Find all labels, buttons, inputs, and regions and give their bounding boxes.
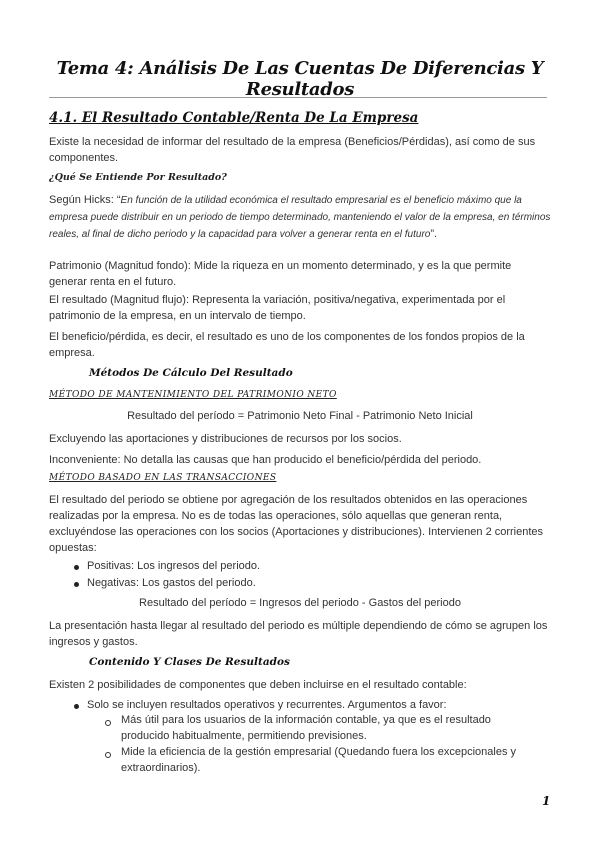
- bullet-dot: [74, 582, 79, 587]
- corriente-negativa: Negativas: Los gastos del periodo.: [87, 577, 256, 589]
- metodo-patrimonio-heading: MÉTODO DE MANTENIMIENTO DEL PATRIMONIO NETO: [49, 390, 337, 400]
- formula-patrimonio: Resultado del período = Patrimonio Neto Final - Patrimonio Neto Inicial: [127, 410, 473, 422]
- hicks-quote: En función de la utilidad económica el resultado empresarial es el beneficio máximo que la empresa puede distribuir en un periodo de tiempo determinado, manteniendo el valor de la empresa, en términos reales, al final de dicho periodo y la capacidad para volver a generar renta en el futuro: [49, 195, 551, 240]
- bullet-dot: [74, 565, 79, 570]
- existen-paragraph: Existen 2 posibilidades de componentes que deben incluirse en el resultado contable:: [49, 679, 467, 691]
- argumento-item: Mide la eficiencia de la gestión empresarial (Quedando fuera los excepcionales y extraordinarios).: [121, 746, 517, 774]
- presentacion-paragraph: La presentación hasta llegar al resultado del periodo es múltiple dependiendo de cómo se agrupen los ingresos y gastos.: [49, 620, 548, 648]
- bullet-dot: [74, 704, 79, 709]
- intro-paragraph: Existe la necesidad de informar del resultado de la empresa (Beneficios/Pérdidas), así como de sus componentes.: [49, 136, 536, 164]
- solo-item: Solo se incluyen resultados operativos y recurrentes. Argumentos a favor:: [87, 699, 447, 711]
- formula-transacciones: Resultado del período = Ingresos del periodo - Gastos del periodo: [139, 597, 461, 609]
- metodos-heading: Métodos De Cálculo Del Resultado: [89, 367, 293, 379]
- resultado-paragraph: El resultado (Magnitud flujo): Representa la variación, positiva/negativa, experimentada por el patrimonio de la empresa, en un intervalo de tiempo.: [49, 294, 506, 322]
- question-heading: ¿Qué Se Entiende Por Resultado?: [49, 172, 227, 183]
- hicks-paragraph: [49, 192, 551, 243]
- page-title: Tema 4: Análisis De Las Cuentas De Diferencias Y Resultados: [56, 58, 544, 100]
- title-divider: [49, 97, 547, 98]
- sub-bullet-circle: [105, 720, 111, 726]
- corriente-positiva: Positivas: Los ingresos del periodo.: [87, 560, 261, 572]
- hicks-suffix: ”.: [430, 228, 438, 240]
- metodo-transacciones-heading: MÉTODO BASADO EN LAS TRANSACCIONES: [49, 473, 277, 483]
- sub-bullet-circle: [105, 752, 111, 758]
- hicks-prefix: Según Hicks: “: [49, 194, 121, 206]
- section-heading: 4.1. El Resultado Contable/Renta De La Empresa: [49, 110, 419, 126]
- patrimonio-paragraph: Patrimonio (Magnitud fondo): Mide la riqueza en un momento determinado, y es la que permite generar renta en el futuro.: [49, 260, 512, 288]
- contenido-heading: Contenido Y Clases De Resultados: [89, 656, 290, 668]
- transacciones-paragraph: El resultado del periodo se obtiene por agregación de los resultados obtenidos en las operaciones realizadas por la empresa. No es de todas las operaciones, sólo aquellas que generan renta, excluyéndose las operaciones con los socios (Aportaciones y distribuciones). Intervienen 2 corrientes opuestas:: [49, 494, 544, 554]
- excluyendo-paragraph: Excluyendo las aportaciones y distribuciones de recursos por los socios.: [49, 433, 402, 445]
- beneficio-paragraph: El beneficio/pérdida, es decir, el resultado es uno de los componentes de los fondos propios de la empresa.: [49, 331, 525, 359]
- argumento-item: Más útil para los usuarios de la información contable, ya que es el resultado producido habitualmente, permitiendo previsiones.: [121, 714, 491, 742]
- inconveniente-paragraph: Inconveniente: No detalla las causas que han producido el beneficio/pérdida del periodo.: [49, 454, 482, 466]
- page-number: 1: [542, 794, 551, 808]
